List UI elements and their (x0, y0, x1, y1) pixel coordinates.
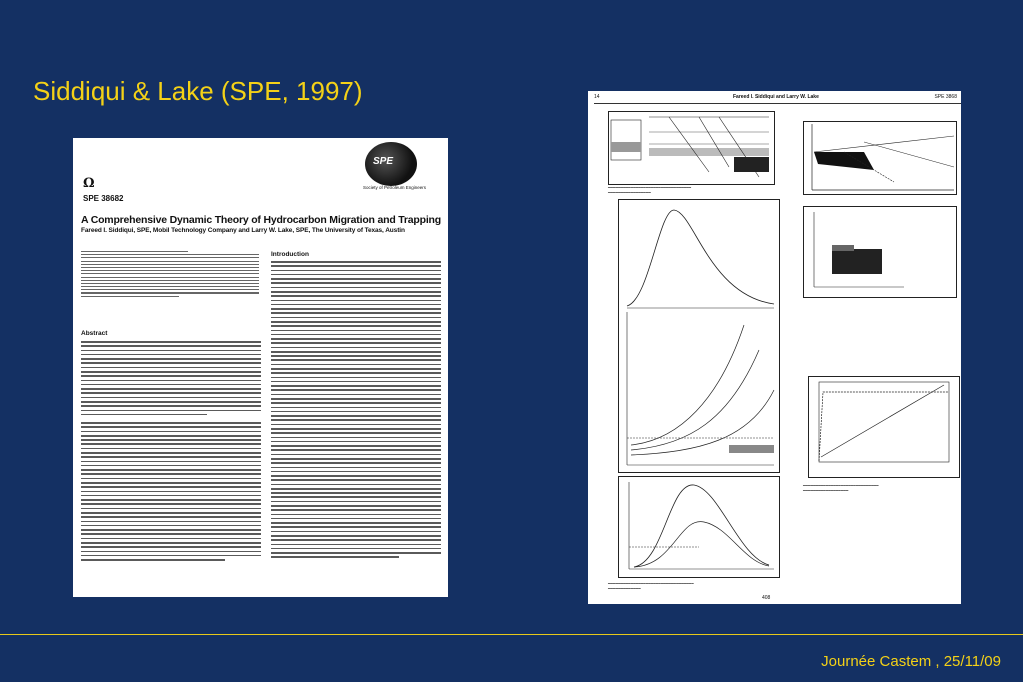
figure-10-plot (808, 376, 960, 478)
introduction-heading: Introduction (271, 251, 309, 258)
figure-9b-saturation (803, 206, 957, 298)
paper-authors: Fareed I. Siddiqui, SPE, Mobil Technology Company and Larry W. Lake, SPE, The University of Texas, Austin (81, 227, 405, 234)
figure-8-plot (618, 476, 780, 578)
running-header: Fareed I. Siddiqui and Larry W. Lake (733, 94, 819, 100)
abstract-heading: Abstract (81, 330, 108, 337)
figure-9-accumulation (803, 121, 957, 195)
spe-reference: SPE 3868 (934, 94, 957, 100)
paper-figures-page (588, 91, 961, 604)
paper-title: A Comprehensive Dynamic Theory of Hydrocarbon Migration and Trapping (81, 214, 441, 226)
omega-symbol: Ω (83, 176, 95, 191)
footer-rule (0, 634, 1023, 635)
footer-page-number: 408 (762, 595, 771, 601)
society-name: Society of Petroleum Engineers (363, 185, 427, 190)
figure-10-caption: ━━━━━━━━━━━━━━━━━━━━━━━━━━━━━━ ━━━━━━━━━━━━━━━━━━ (803, 483, 879, 493)
copyright-notice (81, 251, 259, 299)
figure-6-caption: ━━━━━━━━━━━━━━━━━━━━━━━━━━━━━━━━━ ━━━━━━━━━━━━━━━━━ (608, 185, 692, 195)
slide-title: Siddiqui & Lake (SPE, 1997) (33, 76, 363, 106)
figure-8-caption: ━━━━━━━━━━━━━━━━━━━━━━━━━━━━━━━━━━ ━━━━━━━━━━━━━ (608, 581, 694, 591)
figure-7-curves (618, 199, 780, 473)
abstract-text (81, 341, 261, 563)
figure-6-schematic (608, 111, 775, 185)
header-rule (594, 103, 961, 104)
spe-logo-text: SPE (373, 156, 394, 167)
spe-paper-number: SPE 38682 (83, 194, 124, 203)
slide-footer: Journée Castem , 25/11/09 (821, 653, 1001, 670)
introduction-text (271, 261, 441, 561)
paper-first-page (73, 138, 448, 597)
page-number: 14 (594, 94, 600, 100)
